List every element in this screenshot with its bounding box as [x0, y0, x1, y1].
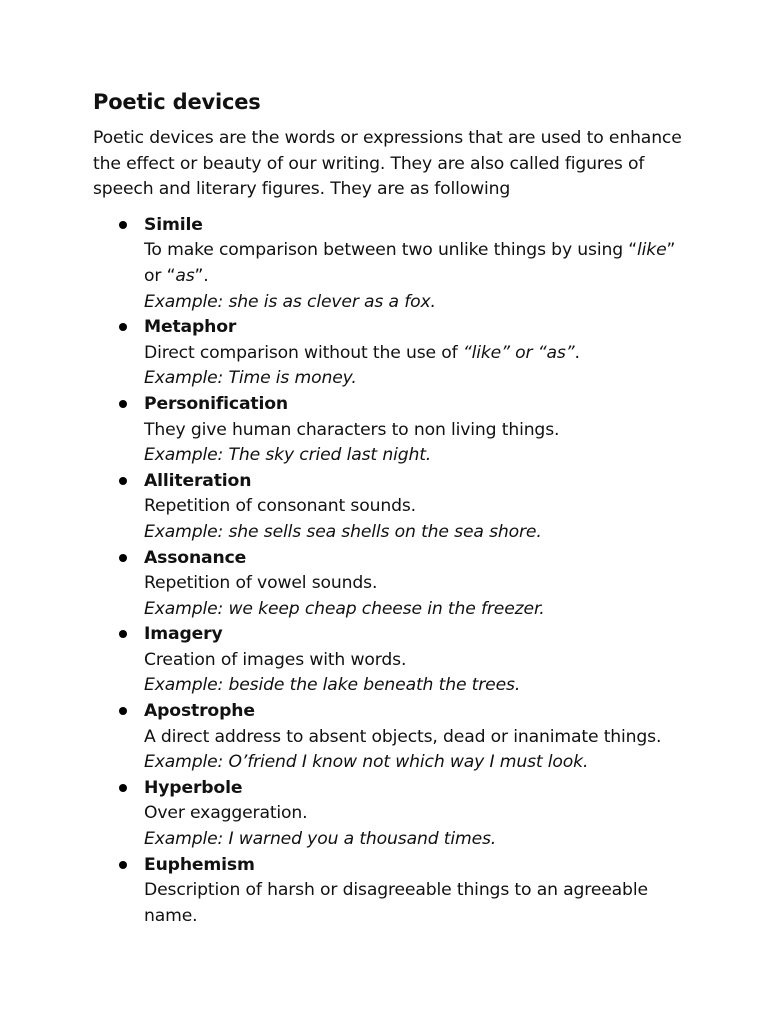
bullet-icon [119, 554, 127, 562]
page-title: Poetic devices [93, 90, 261, 114]
device-name: Hyperbole [144, 777, 243, 798]
list-item [93, 392, 683, 469]
device-name: Personification [144, 393, 288, 414]
definition-text: Description of harsh or disagreeable things to an agreeable name. [144, 880, 648, 926]
device-example [144, 673, 683, 699]
definition-text: Repetition of vowel sounds. [144, 573, 378, 594]
definition-text: as [175, 265, 195, 286]
bullet-icon [119, 477, 127, 485]
definition-text: Creation of images with words. [144, 649, 407, 670]
example-label: Example [144, 675, 218, 696]
example-text: O’friend I know not which way I must look. [228, 752, 589, 773]
device-definition [144, 648, 683, 674]
poetic-devices-list [93, 213, 683, 930]
example-text: we keep cheap cheese in the freezer. [228, 598, 545, 619]
example-label: Example [144, 598, 218, 619]
example-label: Example [144, 291, 218, 312]
list-item [93, 546, 683, 623]
device-name: Imagery [144, 624, 223, 645]
bullet-icon [119, 784, 127, 792]
bullet-icon [119, 707, 127, 715]
example-separator: : [217, 752, 229, 773]
list-item [93, 622, 683, 699]
example-label: Example [144, 521, 218, 542]
device-name: Alliteration [144, 470, 252, 491]
bullet-icon [119, 861, 127, 869]
example-label: Example [144, 445, 218, 466]
example-separator: : [217, 675, 229, 696]
definition-text: ”. [194, 265, 209, 286]
example-label: Example [144, 752, 218, 773]
example-label: Example [144, 368, 218, 389]
device-name: Euphemism [144, 854, 255, 875]
list-item [93, 776, 683, 853]
definition-text: like [637, 240, 667, 261]
bullet-icon [119, 630, 127, 638]
device-example [144, 443, 683, 469]
device-example [144, 366, 683, 392]
device-definition [144, 801, 683, 827]
example-text: she sells sea shells on the sea shore. [228, 521, 542, 542]
device-name: Assonance [144, 547, 247, 568]
definition-text: They give human characters to non living things. [144, 419, 560, 440]
example-text: The sky cried last night. [228, 445, 432, 466]
definition-text: “like” or “as” [462, 342, 575, 363]
document-page [93, 86, 683, 929]
device-name: Metaphor [144, 317, 237, 338]
example-separator: : [217, 521, 229, 542]
example-label: Example [144, 829, 218, 850]
example-text: I warned you a thousand times. [228, 829, 497, 850]
device-example [144, 290, 683, 316]
list-item [93, 699, 683, 776]
device-definition [144, 418, 683, 444]
example-separator: : [217, 598, 229, 619]
device-definition [144, 341, 683, 367]
device-definition [144, 878, 683, 929]
device-example [144, 827, 683, 853]
device-name: Apostrophe [144, 701, 255, 722]
definition-text: ” or “ [144, 240, 676, 286]
definition-text: Over exaggeration. [144, 803, 308, 824]
example-separator: : [217, 829, 229, 850]
bullet-icon [119, 323, 127, 331]
device-definition [144, 725, 683, 751]
list-item [93, 213, 683, 315]
example-text: Time is money. [228, 368, 357, 389]
example-text: she is as clever as a fox. [228, 291, 436, 312]
definition-text: . [574, 342, 580, 363]
intro-paragraph: Poetic devices are the words or expressions that are used to enhance the effect or beauty of our writing. They are also called figures of speech and literary figures. They are as following [93, 128, 682, 200]
definition-text: Repetition of consonant sounds. [144, 496, 416, 517]
example-separator: : [217, 445, 229, 466]
device-example [144, 520, 683, 546]
definition-text: To make comparison between two unlike things by using “ [144, 240, 638, 261]
device-example [144, 750, 683, 776]
list-item [93, 469, 683, 546]
definition-text: A direct address to absent objects, dead or inanimate things. [144, 726, 662, 747]
device-definition [144, 238, 683, 289]
bullet-icon [119, 400, 127, 408]
list-item [93, 853, 683, 930]
example-text: beside the lake beneath the trees. [228, 675, 521, 696]
list-item [93, 315, 683, 392]
device-definition [144, 494, 683, 520]
example-separator: : [217, 368, 229, 389]
definition-text: Direct comparison without the use of [144, 342, 463, 363]
example-separator: : [217, 291, 229, 312]
device-definition [144, 571, 683, 597]
device-example [144, 597, 683, 623]
device-name: Simile [144, 214, 203, 235]
bullet-icon [119, 221, 127, 229]
